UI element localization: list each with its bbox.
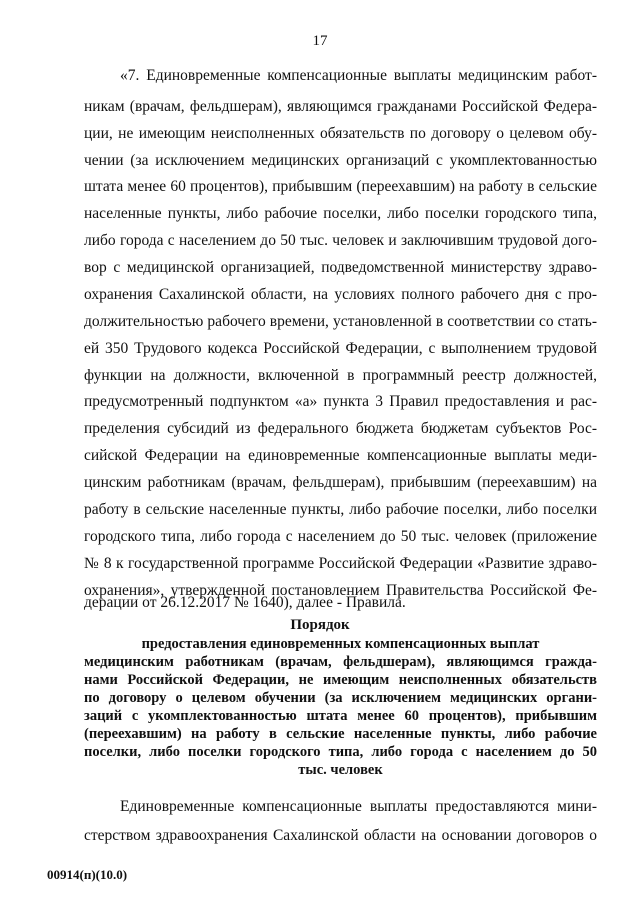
text-line: ции, не имеющим неисполненных обязательств по договору о целевом обу-: [84, 125, 597, 142]
text-line: Единовременные компенсационные выплаты предоставляются мини-: [120, 798, 597, 815]
text-line: штата менее 60 процентов), прибывшим (переехавшим) на работу в сельские: [84, 178, 597, 195]
text-line: должительностью рабочего времени, установленной в соответствии со стать-: [84, 313, 597, 330]
text-line: охранения», утвержденной постановлением Правительства Российской Фе-: [84, 582, 597, 599]
document-code: 00914(п)(10.0): [47, 867, 128, 882]
text-line: предусмотренный подпунктом «а» пункта 3 Правил предоставления и рас-: [84, 393, 597, 410]
text-line: никам (врачам, фельдшерам), являющимся гражданами Российской Федера-: [84, 98, 597, 115]
subtitle-line: поселки, либо поселки городского типа, либо города с населением до 50: [84, 744, 597, 760]
subtitle-line: предоставления единовременных компенсационных выплат: [141, 636, 540, 652]
text-line: функции на должности, включенной в программный реестр должностей,: [84, 367, 597, 384]
text-line: № 8 к государственной программе Российской Федерации «Развитие здраво-: [84, 555, 597, 572]
text-line: работу в сельские населенные пункты, либо рабочие поселки, либо поселки: [84, 501, 597, 518]
section-heading: Порядок: [290, 617, 350, 633]
text-line: стерством здравоохранения Сахалинской области на основании договоров о: [84, 827, 597, 844]
subtitle-line: по договору о целевом обучении (за исключением медицинских органи-: [84, 690, 597, 706]
subtitle-line: тыс. человек: [298, 762, 383, 778]
subtitle-line: (переехавшим) на работу в сельские населенные пункты, либо рабочие: [84, 726, 597, 742]
text-line: «7. Единовременные компенсационные выплаты медицинским работ-: [120, 67, 597, 84]
subtitle-line: медицинским работникам (врачам, фельдшерам), являющимся гражда-: [84, 654, 597, 670]
text-line: чении (за исключением медицинских организаций с укомплектованностью: [84, 152, 597, 169]
subtitle-line: заций с укомплектованностью штата менее 60 процентов), прибывшим: [84, 708, 597, 724]
text-line: населенные пункты, либо рабочие поселки, либо поселки городского типа,: [84, 205, 597, 222]
text-line: охранения Сахалинской области, на условиях полного рабочего дня с про-: [84, 286, 597, 303]
text-line: вор с медицинской организацией, подведомственной министерству здраво-: [84, 259, 597, 276]
text-line: либо города с населением до 50 тыс. человек и заключившим трудовой дого-: [84, 232, 597, 249]
text-line: дерации от 26.12.2017 № 1640), далее - Правила.: [84, 594, 406, 611]
page-number: 17: [312, 33, 328, 49]
text-line: ей 350 Трудового кодекса Российской Федерации, с выполнением трудовой: [84, 340, 597, 357]
text-line: городского типа, либо города с населением до 50 тыс. человек (приложение: [84, 528, 597, 545]
subtitle-line: нами Российской Федерации, не имеющим неисполненных обязательств: [84, 672, 597, 688]
text-line: сийской Федерации на единовременные компенсационные выплаты меди-: [84, 447, 597, 464]
text-line: пределения субсидий из федерального бюджета бюджетам субъектов Рос-: [84, 420, 597, 437]
text-line: цинским работникам (врачам, фельдшерам), прибывшим (переехавшим) на: [84, 474, 597, 491]
